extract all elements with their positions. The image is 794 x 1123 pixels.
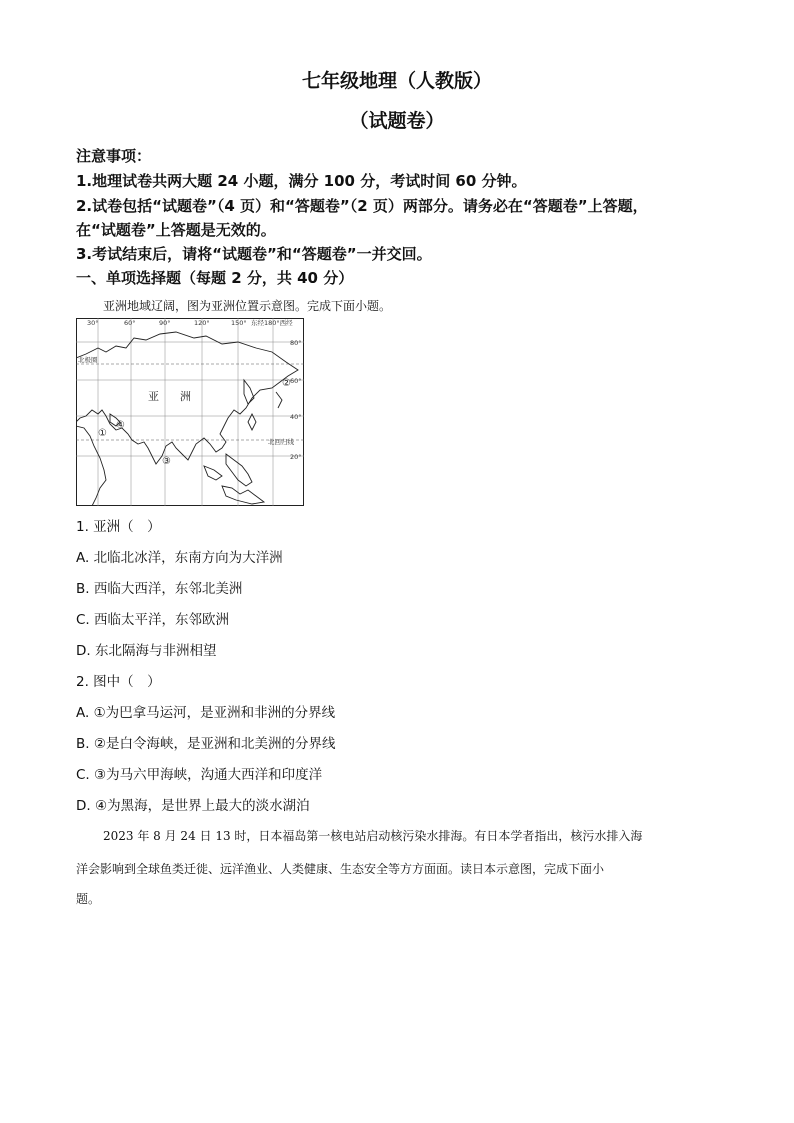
exam-title: 七年级地理（人教版） xyxy=(301,70,492,92)
lon-label-60: 60° xyxy=(124,319,136,327)
lat-label-60: 60° xyxy=(290,377,302,385)
passage-line-1: 2023 年 8 月 24 日 13 时，日本福岛第一核电站启动核污染水排海。有日本学者指出，核污水排入海 xyxy=(103,829,643,843)
continent-label-1: 亚 xyxy=(148,390,159,403)
question-2-stem: 2. 图中（ ） xyxy=(76,674,161,690)
notice-heading: 注意事项： xyxy=(76,147,152,165)
marker-3: ③ xyxy=(162,456,171,467)
section-heading: 一、单项选择题（每题 2 分，共 40 分） xyxy=(76,269,354,287)
question-intro: 亚洲地域辽阔，图为亚洲位置示意图。完成下面小题。 xyxy=(103,299,392,313)
question-1-stem: 1. 亚洲（ ） xyxy=(76,519,161,535)
lon-label-90: 90° xyxy=(159,319,171,327)
question-2-option-b: B. ②是白令海峡，是亚洲和北美洲的分界线 xyxy=(76,736,336,752)
lon-label-180: 东经180°西经 xyxy=(251,319,293,327)
question-2-option-c: C. ③为马六甲海峡，沟通大西洋和印度洋 xyxy=(76,767,323,783)
notice-item-2-cont: 在“试题卷”上答题是无效的。 xyxy=(76,221,276,239)
question-1-option-a: A. 北临北冰洋，东南方向为大洋洲 xyxy=(76,550,283,566)
lon-label-120: 120° xyxy=(194,319,210,327)
passage-line-3: 题。 xyxy=(76,892,101,906)
arctic-circle-label: 北极圈 xyxy=(78,356,98,364)
question-1-option-d: D. 东北隔海与非洲相望 xyxy=(76,643,217,659)
exam-subtitle: （试题卷） xyxy=(349,110,445,132)
lat-label-80: 80° xyxy=(290,339,302,347)
lon-label-30: 30° xyxy=(87,319,99,327)
marker-4: ④ xyxy=(116,420,125,431)
lat-label-20: 20° xyxy=(290,453,302,461)
question-2-option-a: A. ①为巴拿马运河，是亚洲和非洲的分界线 xyxy=(76,705,336,721)
tropic-cancer-label: 北回归线 xyxy=(268,438,294,446)
asia-location-map xyxy=(76,318,304,506)
passage-line-2: 洋会影响到全球鱼类迁徙、远洋渔业、人类健康、生态安全等方方面面。读日本示意图，完成下面小 xyxy=(76,862,605,876)
question-1-option-b: B. 西临大西洋，东邻北美洲 xyxy=(76,581,243,597)
lat-label-40: 40° xyxy=(290,413,302,421)
question-2-option-d: D. ④为黑海，是世界上最大的淡水湖泊 xyxy=(76,798,310,814)
lon-label-150: 150° xyxy=(231,319,247,327)
notice-item-2: 2.试卷包括“试题卷”（4 页）和“答题卷”（2 页）两部分。请务必在“答题卷”上答题， xyxy=(76,197,648,215)
marker-1: ① xyxy=(98,428,107,439)
notice-item-1: 1.地理试卷共两大题 24 小题，满分 100 分，考试时间 60 分钟。 xyxy=(76,172,527,190)
marker-2: ② xyxy=(282,378,291,389)
question-1-option-c: C. 西临太平洋，东邻欧洲 xyxy=(76,612,230,628)
notice-item-3: 3.考试结束后，请将“试题卷”和“答题卷”一并交回。 xyxy=(76,245,432,263)
continent-label-2: 洲 xyxy=(180,390,191,403)
map-frame xyxy=(77,319,304,506)
